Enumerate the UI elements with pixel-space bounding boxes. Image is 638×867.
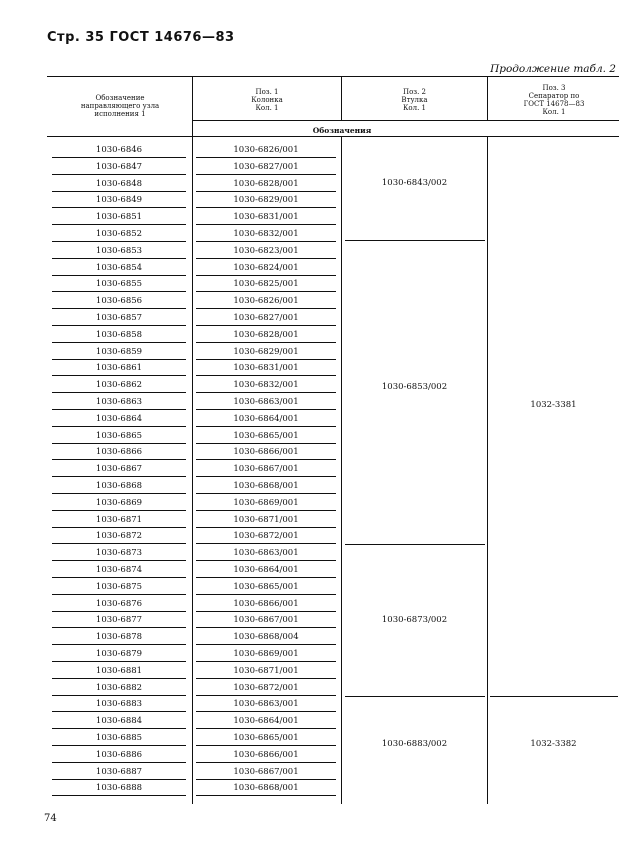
row-underline bbox=[196, 325, 336, 326]
row-underline bbox=[196, 560, 336, 561]
row-underline bbox=[52, 359, 186, 360]
row-underline bbox=[196, 510, 336, 511]
row-underline bbox=[52, 224, 186, 225]
subheader-bottom-border bbox=[47, 136, 619, 137]
row-underline bbox=[196, 594, 336, 595]
table-cell-unit-designation: 1030-6878 bbox=[95, 632, 143, 643]
table-cell-unit-designation: 1030-6875 bbox=[95, 581, 143, 592]
table-cell-column-designation: 1030-6865/001 bbox=[233, 581, 299, 592]
table-cell-unit-designation: 1030-6865 bbox=[95, 430, 143, 441]
row-underline bbox=[52, 762, 186, 763]
table-cell-column-designation: 1030-6823/001 bbox=[233, 245, 299, 256]
row-underline bbox=[52, 543, 186, 544]
row-underline bbox=[52, 174, 186, 175]
table-cell-column-designation: 1030-6864/001 bbox=[233, 565, 299, 575]
table-cell-column-designation: 1030-6868/001 bbox=[233, 481, 299, 491]
row-underline bbox=[196, 275, 336, 276]
row-underline bbox=[196, 443, 336, 444]
row-underline bbox=[52, 392, 186, 393]
table-cell-unit-designation: 1030-6869 bbox=[95, 497, 143, 508]
page-number: 74 bbox=[44, 813, 57, 824]
table-cell-column-designation: 1030-6832/001 bbox=[233, 380, 299, 391]
row-underline bbox=[196, 308, 336, 309]
table-cell-column-designation: 1030-6863/001 bbox=[233, 397, 299, 407]
column-divider-1 bbox=[192, 76, 193, 804]
table-cell-column-designation: 1030-6827/001 bbox=[233, 313, 299, 323]
row-underline bbox=[52, 627, 186, 628]
table-cell-unit-designation: 1030-6853 bbox=[95, 245, 143, 256]
row-underline bbox=[52, 157, 186, 158]
table-cell-unit-designation: 1030-6885 bbox=[95, 733, 143, 743]
row-underline bbox=[52, 291, 186, 292]
row-underline bbox=[52, 594, 186, 595]
row-underline bbox=[196, 661, 336, 662]
bushing-group-4: 1030-6883/002 bbox=[381, 739, 448, 749]
table-cell-unit-designation: 1030-6881 bbox=[95, 665, 143, 676]
table-cell-column-designation: 1030-6829/001 bbox=[233, 195, 299, 206]
table-cell-unit-designation: 1030-6846 bbox=[95, 145, 143, 155]
table-cell-unit-designation: 1030-6876 bbox=[95, 598, 143, 609]
table-cell-column-designation: 1030-6866/001 bbox=[233, 598, 299, 609]
subheader-top-border bbox=[192, 120, 619, 121]
row-underline bbox=[196, 577, 336, 578]
row-underline bbox=[196, 678, 336, 679]
column-divider-3 bbox=[487, 76, 488, 120]
row-underline bbox=[196, 174, 336, 175]
row-underline bbox=[196, 493, 336, 494]
row-underline bbox=[196, 426, 336, 427]
row-underline bbox=[52, 644, 186, 645]
row-underline bbox=[52, 207, 186, 208]
table-cell-column-designation: 1030-6864/001 bbox=[233, 413, 299, 424]
row-underline bbox=[196, 543, 336, 544]
row-underline bbox=[52, 275, 186, 276]
table-cell-column-designation: 1030-6832/001 bbox=[233, 229, 299, 239]
table-cell-unit-designation: 1030-6854 bbox=[95, 262, 143, 273]
row-underline bbox=[196, 695, 336, 696]
column-header-pos2: Поз. 2 Втулка Кол. 1 bbox=[401, 88, 428, 112]
page-header: Стр. 35 ГОСТ 14676—83 bbox=[47, 30, 235, 45]
table-cell-unit-designation: 1030-6849 bbox=[95, 195, 143, 206]
table-cell-unit-designation: 1030-6851 bbox=[95, 212, 143, 223]
table-cell-column-designation: 1030-6871/001 bbox=[233, 514, 299, 525]
row-underline bbox=[52, 577, 186, 578]
row-underline bbox=[52, 661, 186, 662]
row-underline bbox=[196, 241, 336, 242]
table-cell-column-designation: 1030-6867/001 bbox=[233, 766, 299, 777]
row-underline bbox=[196, 711, 336, 712]
table-cell-unit-designation: 1030-6863 bbox=[95, 397, 143, 407]
separator-value-1: 1032-3381 bbox=[530, 400, 577, 410]
row-underline bbox=[52, 443, 186, 444]
table-cell-unit-designation: 1030-6857 bbox=[95, 313, 143, 323]
row-underline bbox=[196, 762, 336, 763]
table-cell-column-designation: 1030-6863/001 bbox=[233, 548, 299, 559]
row-underline bbox=[52, 308, 186, 309]
row-underline bbox=[196, 409, 336, 410]
column-header-pos3: Поз. 3 Сепаратор по ГОСТ 14678—83 Кол. 1 bbox=[523, 84, 585, 116]
row-underline bbox=[196, 779, 336, 780]
table-cell-column-designation: 1030-6868/004 bbox=[233, 632, 299, 643]
row-underline bbox=[196, 224, 336, 225]
table-cell-unit-designation: 1030-6884 bbox=[95, 716, 143, 727]
table-cell-column-designation: 1030-6828/001 bbox=[233, 329, 299, 340]
row-underline bbox=[196, 476, 336, 477]
table-cell-unit-designation: 1030-6855 bbox=[95, 279, 143, 290]
row-underline bbox=[196, 375, 336, 376]
row-underline bbox=[52, 527, 186, 528]
table-cell-column-designation: 1030-6869/001 bbox=[233, 497, 299, 508]
row-underline bbox=[196, 527, 336, 528]
table-cell-column-designation: 1030-6831/001 bbox=[233, 212, 299, 223]
bushing-group-3: 1030-6873/002 bbox=[381, 615, 448, 625]
row-underline bbox=[52, 459, 186, 460]
table-cell-column-designation: 1030-6828/001 bbox=[233, 178, 299, 189]
row-underline bbox=[196, 291, 336, 292]
row-underline bbox=[52, 375, 186, 376]
row-underline bbox=[52, 426, 186, 427]
row-underline bbox=[196, 795, 336, 796]
table-cell-column-designation: 1030-6825/001 bbox=[233, 279, 299, 290]
row-underline bbox=[196, 459, 336, 460]
table-continuation-label: Продолжение табл. 2 bbox=[490, 63, 616, 75]
table-cell-unit-designation: 1030-6868 bbox=[95, 481, 143, 491]
table-cell-unit-designation: 1030-6874 bbox=[95, 565, 143, 575]
row-underline bbox=[196, 258, 336, 259]
bushing-group-1: 1030-6843/002 bbox=[381, 178, 448, 188]
table-cell-unit-designation: 1030-6866 bbox=[95, 447, 143, 458]
row-underline bbox=[196, 644, 336, 645]
row-underline bbox=[196, 728, 336, 729]
column-header-pos1: Поз. 1 Колонка Кол. 1 bbox=[251, 88, 283, 112]
column-header-designation: Обозначение направляющего узла исполнения 1 bbox=[80, 94, 160, 118]
table-cell-unit-designation: 1030-6873 bbox=[95, 548, 143, 559]
column-divider-2-body bbox=[341, 136, 342, 804]
row-underline bbox=[52, 795, 186, 796]
table-top-border bbox=[47, 76, 619, 77]
table-cell-column-designation: 1030-6871/001 bbox=[233, 665, 299, 676]
designations-subheader: Обозначения bbox=[312, 126, 372, 135]
table-cell-column-designation: 1030-6866/001 bbox=[233, 749, 299, 760]
table-cell-unit-designation: 1030-6887 bbox=[95, 766, 143, 777]
table-cell-column-designation: 1030-6869/001 bbox=[233, 649, 299, 659]
table-cell-column-designation: 1030-6864/001 bbox=[233, 716, 299, 727]
row-underline bbox=[52, 779, 186, 780]
table-cell-unit-designation: 1030-6882 bbox=[95, 682, 143, 693]
table-cell-column-designation: 1030-6826/001 bbox=[233, 296, 299, 307]
group-divider-2 bbox=[345, 544, 485, 545]
table-cell-unit-designation: 1030-6872 bbox=[95, 531, 143, 542]
table-cell-unit-designation: 1030-6847 bbox=[95, 161, 143, 172]
row-underline bbox=[52, 476, 186, 477]
row-underline bbox=[52, 241, 186, 242]
table-cell-unit-designation: 1030-6867 bbox=[95, 464, 143, 475]
row-underline bbox=[52, 493, 186, 494]
table-cell-unit-designation: 1030-6888 bbox=[95, 783, 143, 794]
table-cell-unit-designation: 1030-6859 bbox=[95, 346, 143, 357]
row-underline bbox=[196, 392, 336, 393]
row-underline bbox=[52, 611, 186, 612]
table-cell-column-designation: 1030-6872/001 bbox=[233, 531, 299, 542]
row-underline bbox=[196, 745, 336, 746]
table-cell-unit-designation: 1030-6852 bbox=[95, 229, 143, 239]
table-cell-column-designation: 1030-6829/001 bbox=[233, 346, 299, 357]
table-cell-column-designation: 1030-6831/001 bbox=[233, 363, 299, 374]
table-cell-column-designation: 1030-6865/001 bbox=[233, 430, 299, 441]
separator-divider bbox=[490, 696, 618, 697]
table-cell-unit-designation: 1030-6848 bbox=[95, 178, 143, 189]
table-cell-column-designation: 1030-6824/001 bbox=[233, 262, 299, 273]
row-underline bbox=[196, 342, 336, 343]
table-cell-unit-designation: 1030-6856 bbox=[95, 296, 143, 307]
row-underline bbox=[52, 728, 186, 729]
table-cell-column-designation: 1030-6868/001 bbox=[233, 783, 299, 794]
row-underline bbox=[52, 342, 186, 343]
table-cell-column-designation: 1030-6866/001 bbox=[233, 447, 299, 458]
row-underline bbox=[196, 359, 336, 360]
table-cell-unit-designation: 1030-6861 bbox=[95, 363, 143, 374]
table-cell-unit-designation: 1030-6864 bbox=[95, 413, 143, 424]
table-cell-unit-designation: 1030-6871 bbox=[95, 514, 143, 525]
bushing-group-2: 1030-6853/002 bbox=[381, 382, 448, 392]
table-cell-unit-designation: 1030-6879 bbox=[95, 649, 143, 659]
table-cell-unit-designation: 1030-6883 bbox=[95, 699, 143, 710]
row-underline bbox=[52, 711, 186, 712]
row-underline bbox=[52, 409, 186, 410]
row-underline bbox=[196, 207, 336, 208]
column-divider-3-body bbox=[487, 136, 488, 804]
row-underline bbox=[52, 678, 186, 679]
row-underline bbox=[196, 627, 336, 628]
row-underline bbox=[52, 695, 186, 696]
table-cell-column-designation: 1030-6872/001 bbox=[233, 682, 299, 693]
table-cell-column-designation: 1030-6867/001 bbox=[233, 615, 299, 626]
group-divider-3 bbox=[345, 696, 485, 697]
row-underline bbox=[52, 258, 186, 259]
separator-value-2: 1032-3382 bbox=[530, 739, 577, 749]
row-underline bbox=[52, 325, 186, 326]
table-cell-unit-designation: 1030-6877 bbox=[95, 615, 143, 626]
table-cell-column-designation: 1030-6865/001 bbox=[233, 733, 299, 743]
table-cell-unit-designation: 1030-6862 bbox=[95, 380, 143, 391]
column-divider-2 bbox=[341, 76, 342, 120]
row-underline bbox=[196, 611, 336, 612]
row-underline bbox=[52, 510, 186, 511]
table-cell-column-designation: 1030-6867/001 bbox=[233, 464, 299, 475]
row-underline bbox=[196, 157, 336, 158]
row-underline bbox=[52, 191, 186, 192]
row-underline bbox=[52, 560, 186, 561]
group-divider-1 bbox=[345, 240, 485, 241]
row-underline bbox=[52, 745, 186, 746]
table-cell-unit-designation: 1030-6858 bbox=[95, 329, 143, 340]
table-cell-column-designation: 1030-6826/001 bbox=[233, 145, 299, 155]
row-underline bbox=[196, 191, 336, 192]
table-cell-column-designation: 1030-6827/001 bbox=[233, 161, 299, 172]
table-cell-column-designation: 1030-6863/001 bbox=[233, 699, 299, 710]
table-cell-unit-designation: 1030-6886 bbox=[95, 749, 143, 760]
